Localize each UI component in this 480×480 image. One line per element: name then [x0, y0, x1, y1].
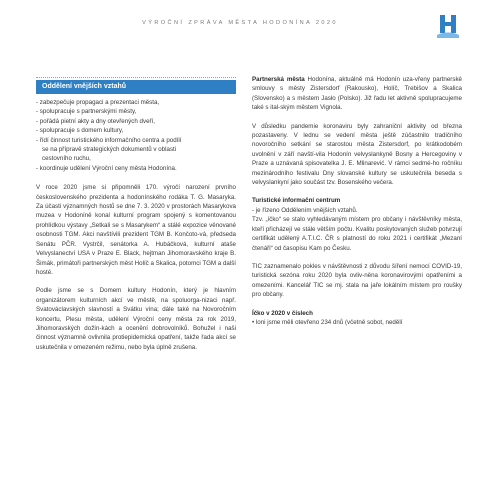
list-item: - spolupracuje s domem kultury, — [36, 127, 124, 135]
paragraph — [252, 75, 462, 113]
list-item: - spolupracuje s partnerskými městy, — [36, 108, 137, 116]
duties-list — [36, 98, 236, 173]
subsection-title: Turistické informační centrum — [252, 197, 341, 205]
running-header: VÝROČNÍ ZPRÁVA MĚSTA HODONÍNA 2020 — [142, 20, 338, 26]
paragraph: V roce 2020 jsme si připomněli 170. výročí narození prvního československého prezidenta a hodonínského rodáka T. G. Masaryka. Za účasti významných hostů se dne 7. 3. 2020 v prostorách Masarykova muzea v Hodoníně konal kulturní program spojený s komentovanou prohlídkou výstavy „Setkali se s Masarykem“ a stálé expozice věnované osobnosti TGM. Akci navštívili prezident TGM B. Končoto-vá, předseda Senátu PČR. Vystrčil, senátorka A. Hubáčková, kulturní ataše Velvyslanectví USA v Praze E. Black, hejtman Jihomoravského kraje B. Šimák, primátoři partnerských měst Holíč a Skalica, potomci TGM a další hosté. — [36, 184, 237, 276]
list-item: - řídí činnost turistického informačního centra a podílí — [36, 136, 182, 144]
paragraph: V důsledku pandemie koronaviru byly zahraniční aktivity od března pozastaveny. V lednu se vedení města ještě zúčastnilo tradičního novoročního setkání se starostou města Zistersdorf, po krátkodobém uvolnění v září navští-vila Hodonín velvyslankyně Bosny a Hercegoviny v Praze a uznávaná spisovatelka J. E. Mlinarević. V rámci sedmé-ho ročníku mezinárodního festivalu Dny slovanské kultury se uskutečnila beseda s velvyslankyní jako součást tzv. Bosenského večera. — [252, 122, 462, 187]
list-item: se na přípravě strategických dokumentů v oblasti — [42, 146, 177, 154]
subsection-title: Íčko v 2020 v číslech — [252, 309, 313, 317]
paragraph: Tzv. „íčko“ se stalo vyhledávaným místem pro občany i návštěvníky města, kteří přicházejí ve stále větším počtu. Kvalitu poskytovaných služeb potvrzují certifikát udělený A.T.I.C. ČR s platností do roku 2021 i certifikát „Mezaní čtenáři“ od časopisu Kam po Česku. — [252, 216, 462, 252]
lead-text: Partnerská města — [252, 76, 305, 83]
list-item: - koordinuje udělení Výroční ceny města Hodonína. — [36, 164, 177, 172]
subsection-subtitle: - je řízeno Oddělením vnějších vztahů. — [252, 206, 358, 214]
section-title: Oddělení vnějších vztahů — [36, 80, 236, 94]
paragraph: TIC zaznamenalo pokles v návštěvnosti z důvodu šíření nemocí COVID-19, turistická sezóna roku 2020 byla ovliv-něna koronavirovými opatřeními a omezeními. Kancelář TIC se mj. stala na jaře lokálním místem pro roušky pro občany. — [252, 262, 462, 299]
paragraph: Podle jsme se s Domem kultury Hodonín, který je hlavním organizátorem kulturních akcí ve městě, na spoluorga-nizaci např. Svatováclavských slavností a Svátku vína; dále také na Novoročním koncertu, Plesu města, udělení Výroční ceny města za rok 2019, Jihomoravských dožín-kách a ocenění dobrovolníků. Bohužel i naši činnost významně ovlivnila protiepidemická opatření, takže řada akcí se uskutečnila v omezeném režimu, nebo byla úplně zrušena. — [36, 287, 236, 351]
right-column — [252, 77, 462, 327]
list-item: - zabezpečuje propagaci a prezentaci města, — [36, 99, 160, 106]
paragraph-text: Hodonína, aktuálně má Hodonín uza-vřeny partnerské smlouvy s městy Zistersdorf (Rakousko), Holíč, Trebišov a Skalica (Slovensko) a s městem Jasło (Polsko). Již řadu let aktivně spolupracujeme také s ital-ským městem Vignola. — [252, 76, 462, 112]
list-item: cestovního ruchu, — [42, 155, 91, 163]
divider — [36, 77, 236, 78]
list-item: - pořádá pietní akty a dny otevřených dveří, — [36, 117, 156, 125]
hodonin-h-logo-icon — [437, 14, 459, 38]
left-column — [36, 77, 236, 361]
list-item: • loni jsme měli otevřeno 234 dnů (včetně sobot, nedělí — [252, 318, 403, 326]
